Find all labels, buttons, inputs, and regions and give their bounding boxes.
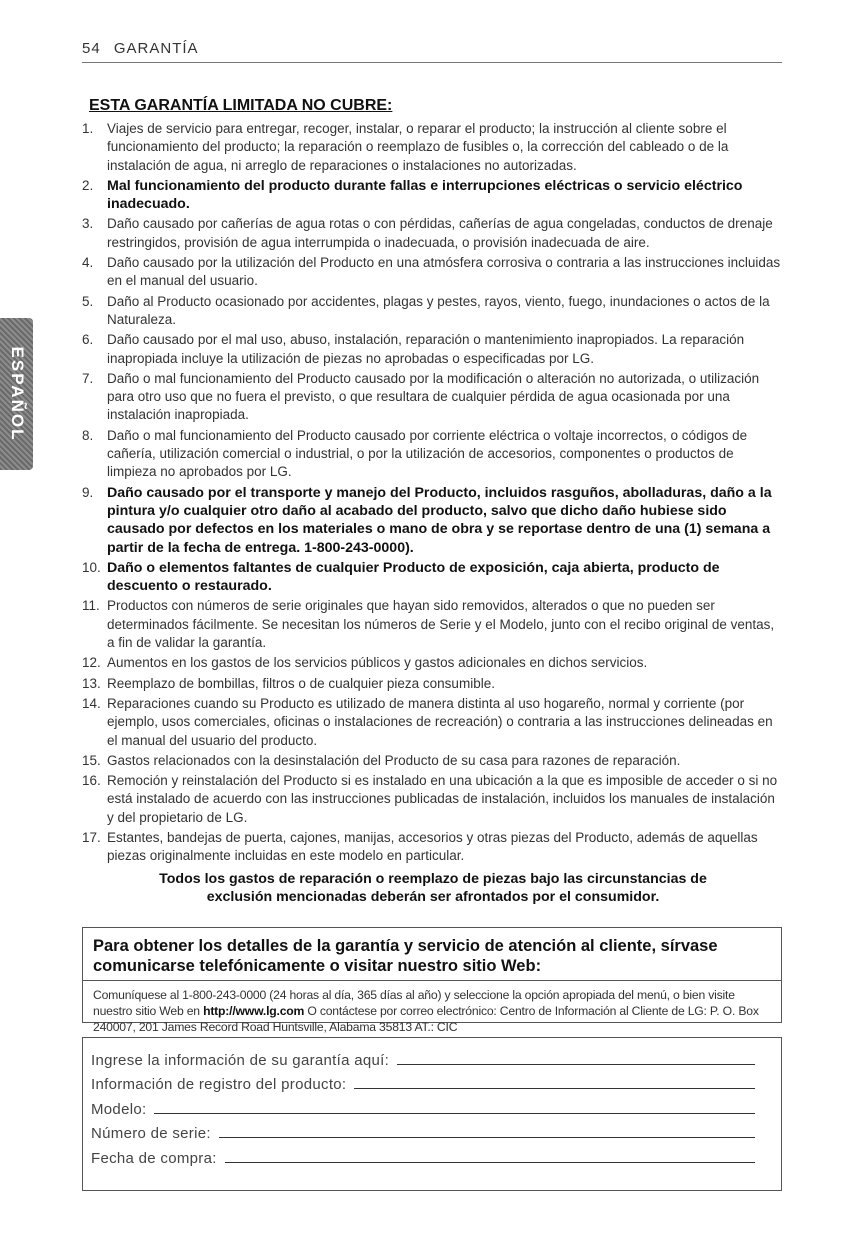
form-row-serial bbox=[91, 1118, 755, 1143]
list-item bbox=[82, 427, 784, 482]
section-title: ESTA GARANTÍA LIMITADA NO CUBRE: bbox=[89, 97, 393, 114]
contact-text: Comuníquese al 1-800-243-0000 (24 horas al día, 365 días al año) y seleccione la opción apropiada del menú, o bien visite nuestro sitio Web en bbox=[93, 988, 735, 1018]
list-item bbox=[82, 695, 784, 750]
side-tab-label: ESPAÑOL bbox=[7, 346, 27, 442]
warranty-info-form bbox=[82, 1037, 782, 1191]
list-item bbox=[82, 559, 784, 596]
item-text: Reparaciones cuando su Producto es utilizado de manera distinta al uso hogareño, normal y corriente (por ejemplo, usos comerciales, oficinas o instalaciones de recreación) o contraria a las instrucciones delineadas en el manual del usuario del producto. bbox=[107, 695, 773, 748]
item-text: Daño causado por el transporte y manejo del Producto, incluidos rasguños, abolladuras, daño a la pintura y/o cualquier otro daño al acabado del producto, salvo que dicho daño hubiese sido causado por defectos en los materiales o mano de obra y se reportase dentro de una (1) semana a partir de la fecha de entrega. 1-800-243-0000). bbox=[107, 484, 772, 556]
item-number: 3. bbox=[82, 216, 94, 232]
contact-info-box bbox=[82, 927, 782, 1034]
item-number: 15. bbox=[82, 752, 101, 768]
item-number: 1. bbox=[82, 121, 94, 136]
page-number: 54 bbox=[82, 40, 101, 57]
item-text: Estantes, bandejas de puerta, cajones, manijas, accesorios y otras piezas del Producto, además de aquellas piezas originalmente incluidas en este modelo en particular. bbox=[107, 829, 758, 864]
item-number: 16. bbox=[82, 773, 101, 789]
list-item bbox=[82, 177, 784, 214]
list-item bbox=[82, 752, 784, 770]
item-text: Aumentos en los gastos de los servicios públicos y gastos adicionales en dichos servicios. bbox=[107, 655, 648, 671]
warranty-exclusions bbox=[82, 97, 784, 906]
list-item bbox=[82, 654, 784, 672]
section-name: GARANTÍA bbox=[113, 40, 199, 57]
item-text: Gastos relacionados con la desinstalación del Producto de su casa para razones de reparación. bbox=[107, 752, 681, 768]
item-text: Daño o mal funcionamiento del Producto causado por corriente eléctrica o voltaje incorrectos, o códigos de cañería, utilización comercial o industrial, o por la utilización de accesorios, componentes o productos de limpieza no aprobados por LG. bbox=[107, 427, 748, 480]
item-number: 4. bbox=[82, 255, 94, 271]
field-label: Información de registro del producto: bbox=[91, 1076, 347, 1093]
item-number: 10. bbox=[82, 559, 101, 575]
item-number: 5. bbox=[82, 293, 94, 309]
field-label: Número de serie: bbox=[91, 1125, 211, 1142]
form-row-registration bbox=[91, 1069, 755, 1094]
list-item bbox=[82, 293, 784, 330]
exclusion-footnote: Todos los gastos de reparación o reemplazo de piezas bajo las circunstancias de exclusión mencionadas deberán ser afrontados por el consumidor. bbox=[159, 870, 707, 905]
item-number: 6. bbox=[82, 332, 94, 348]
item-number: 7. bbox=[82, 370, 94, 386]
purchase-date-field[interactable] bbox=[225, 1148, 755, 1163]
item-number: 9. bbox=[82, 484, 94, 500]
item-text: Daño causado por el mal uso, abuso, instalación, reparación o mantenimiento inapropiados. La reparación inapropiada incluye la utilización de piezas no aprobadas o especificadas por LG. bbox=[107, 332, 745, 366]
item-number: 12. bbox=[82, 655, 101, 671]
item-text: Viajes de servicio para entregar, recoger, instalar, o reparar el producto; la instrucción al cliente sobre el funcionamiento del producto; la reparación o reemplazo de fusibles o, la corrección del cableado o de la instalación de agua, ni arreglo de reparaciones o instalaciones no autorizadas. bbox=[107, 121, 729, 173]
form-row-model bbox=[91, 1093, 755, 1118]
list-item bbox=[82, 484, 784, 557]
list-item bbox=[82, 254, 784, 291]
list-item bbox=[82, 675, 784, 693]
list-item bbox=[82, 331, 784, 368]
item-number: 13. bbox=[82, 675, 101, 691]
item-number: 2. bbox=[82, 177, 94, 193]
item-number: 11. bbox=[82, 598, 100, 614]
item-text: Productos con números de serie originales que hayan sido removidos, alterados o que no pueden ser determinados fácilmente. Se necesitan los números de Serie y el Modelo, junto con el recibo original de ventas, a fin de validar la garantía. bbox=[107, 598, 775, 651]
field-label: Ingrese la información de su garantía aquí: bbox=[91, 1051, 390, 1069]
contact-text: O contáctese por correo electrónico: Centro de Información al Cliente de LG: P. O. Box 240007, 201 James Record Road Huntsville, Alabama 35813 AT.: CIC bbox=[93, 1004, 759, 1034]
language-side-tab bbox=[0, 318, 33, 470]
registration-info-field[interactable] bbox=[354, 1074, 755, 1089]
warranty-info-field[interactable] bbox=[397, 1050, 755, 1065]
list-item bbox=[82, 120, 784, 175]
item-text: Reemplazo de bombillas, filtros o de cualquier pieza consumible. bbox=[107, 675, 495, 691]
item-number: 8. bbox=[82, 427, 94, 443]
item-number: 17. bbox=[82, 829, 101, 845]
list-item bbox=[82, 597, 784, 652]
serial-number-field[interactable] bbox=[219, 1123, 755, 1138]
exclusion-list bbox=[82, 120, 784, 866]
list-item bbox=[82, 370, 784, 425]
page-header bbox=[82, 40, 782, 63]
item-number: 14. bbox=[82, 695, 101, 711]
form-row-purchase-date bbox=[91, 1142, 755, 1167]
list-item bbox=[82, 829, 784, 866]
item-text: Daño al Producto ocasionado por accidentes, plagas y pestes, rayos, viento, fuego, inundaciones o actos de la Naturaleza. bbox=[107, 293, 770, 327]
item-text: Mal funcionamiento del producto durante fallas e interrupciones eléctricas o servicio eléctrico inadecuado. bbox=[107, 177, 743, 213]
list-item bbox=[82, 215, 784, 252]
item-text: Daño o elementos faltantes de cualquier Producto de exposición, caja abierta, producto de descuento o restaurado. bbox=[107, 559, 720, 595]
item-text: Daño causado por cañerías de agua rotas o con pérdidas, cañerías de agua congeladas, conductos de drenaje restringidos, provisión de agua interrumpida o inadecuada, o provisión inadecuada de aire. bbox=[107, 216, 773, 250]
form-row-warranty-info bbox=[91, 1044, 755, 1069]
contact-title: Para obtener los detalles de la garantía y servicio de atención al cliente, sírvase comunicarse telefónicamente o visitar nuestro sitio Web: bbox=[83, 928, 781, 981]
field-label: Fecha de compra: bbox=[91, 1149, 217, 1167]
item-text: Daño causado por la utilización del Producto en una atmósfera corrosiva o contraria a las instrucciones incluidas en el manual del usuario. bbox=[107, 255, 781, 289]
item-text: Daño o mal funcionamiento del Producto causado por la modificación o alteración no autorizada, o utilización para otro uso que no fuera el previsto, o que resultara de cualquier pérdida de agua ocasionada por una instalación inapropiada. bbox=[107, 370, 760, 423]
website-link[interactable]: http://www.lg.com bbox=[203, 1004, 305, 1018]
contact-body bbox=[83, 981, 781, 1041]
model-field[interactable] bbox=[154, 1099, 755, 1114]
list-item bbox=[82, 772, 784, 827]
field-label: Modelo: bbox=[91, 1100, 147, 1118]
item-text: Remoción y reinstalación del Producto si es instalado en una ubicación a la que es imposible de acceder o si no está instalado de acuerdo con las instrucciones publicadas de instalación, incluidos los manuales de instalación y del propietario de LG. bbox=[107, 773, 778, 825]
